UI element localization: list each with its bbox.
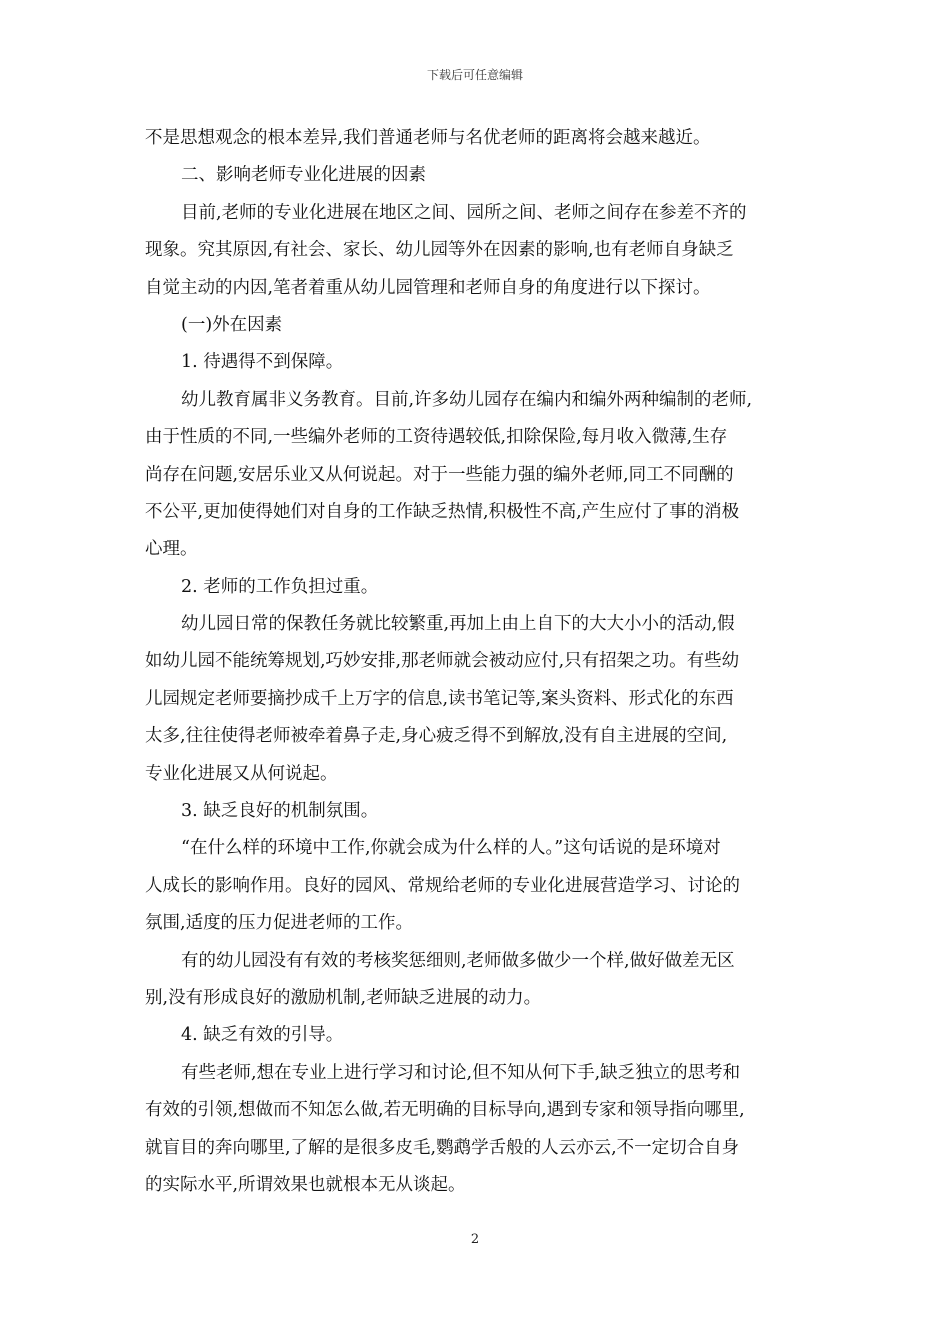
text-line: 不是思想观念的根本差异,我们普通老师与名优老师的距离将会越来越近。 <box>145 128 711 148</box>
text-line: 就盲目的奔向哪里,了解的是很多皮毛,鹦鹉学舌般的人云亦云,不一定切合自身 <box>145 1137 740 1158</box>
text-line: 现象。究其原因,有社会、家长、幼儿园等外在因素的影响,也有老师自身缺乏 <box>145 240 734 261</box>
text-line: “在什么样的环境中工作,你就会成为什么样的人。”这句话说的是环境对 <box>181 838 721 859</box>
text-line: 自觉主动的内因,笔者着重从幼儿园管理和老师自身的角度进行以下探讨。 <box>145 277 711 298</box>
text-line: 不公平,更加使得她们对自身的工作缺乏热情,积极性不高,产生应付了事的消极 <box>145 501 740 522</box>
text-line: 由于性质的不同,一些编外老师的工资待遇较低,扣除保险,每月收入微薄,生存 <box>145 427 728 448</box>
page-number: 2 <box>470 1232 480 1247</box>
text-line: 人成长的影响作用。良好的园风、常规给老师的专业化进展营造学习、讨论的 <box>145 875 740 896</box>
text-line: 有效的引领,想做而不知怎么做,若无明确的目标导向,遇到专家和领导指向哪里, <box>145 1100 745 1121</box>
text-line: 太多,往往使得老师被牵着鼻子走,身心疲乏得不到解放,没有自主进展的空间, <box>145 726 728 747</box>
text-line: 有的幼儿园没有有效的考核奖惩细则,老师做多做少一个样,做好做差无区 <box>181 950 735 971</box>
text-line: 专业化进展又从何说起。 <box>145 763 338 784</box>
text-line: 尚存在问题,安居乐业又从何说起。对于一些能力强的编外老师,同工不同酬的 <box>145 464 734 485</box>
page-header: 下载后可任意编辑 <box>426 68 523 82</box>
text-line: 的实际水平,所谓效果也就根本无从谈起。 <box>145 1174 466 1195</box>
text-line: 别,没有形成良好的激励机制,老师缺乏进展的动力。 <box>145 987 542 1008</box>
text-line: 1. 待遇得不到保障。 <box>181 352 344 373</box>
text-line: 二、影响老师专业化进展的因素 <box>181 165 426 186</box>
text-line: 有些老师,想在专业上进行学习和讨论,但不知从何下手,缺乏独立的思考和 <box>181 1062 741 1083</box>
text-line: 儿园规定老师要摘抄成千上万字的信息,读书笔记等,案头资料、形式化的东西 <box>145 688 734 709</box>
text-line: (一)外在因素 <box>181 314 283 335</box>
text-line: 心理。 <box>145 539 198 560</box>
text-line: 氛围,适度的压力促进老师的工作。 <box>145 913 414 934</box>
text-line: 幼儿园日常的保教任务就比较繁重,再加上由上自下的大大小小的活动,假 <box>181 614 735 635</box>
text-line: 如幼儿园不能统筹规划,巧妙安排,那老师就会被动应付,只有招架之功。有些幼 <box>145 651 740 672</box>
document-body <box>145 120 813 1204</box>
text-line: 2. 老师的工作负担过重。 <box>181 576 379 597</box>
text-line: 4. 缺乏有效的引导。 <box>181 1025 344 1046</box>
text-line: 3. 缺乏良好的机制氛围。 <box>181 801 379 822</box>
text-line: 幼儿教育属非义务教育。目前,许多幼儿园存在编内和编外两种编制的老师, <box>181 389 753 410</box>
text-line: 目前,老师的专业化进展在地区之间、园所之间、老师之间存在参差不齐的 <box>181 202 747 223</box>
